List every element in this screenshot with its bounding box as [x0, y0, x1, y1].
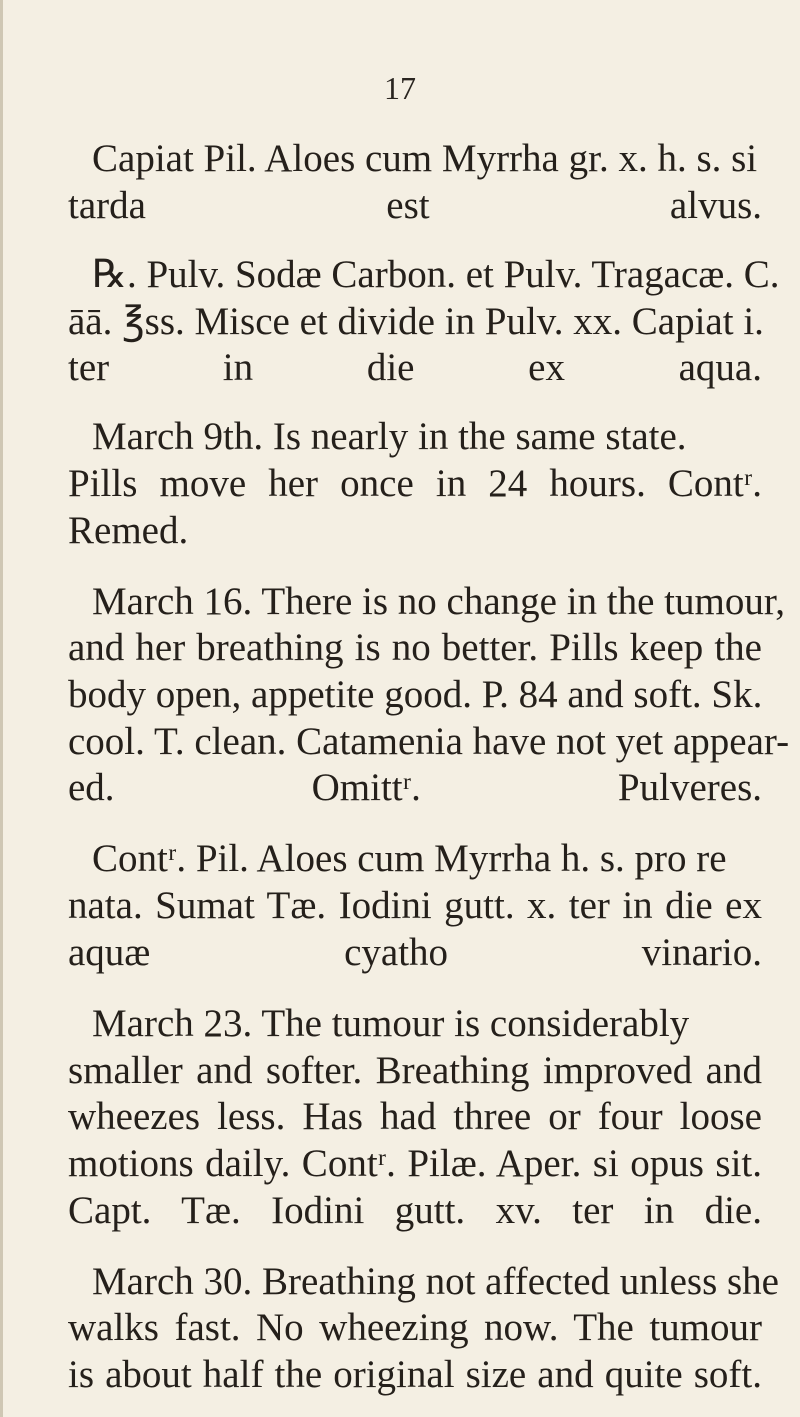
text-line: wheezes less. Has had three or four loose — [68, 1095, 762, 1139]
text-line: March 30. Breathing not affected unless she — [92, 1259, 779, 1303]
text-line: cool. T. clean. Catamenia have not yet appear- — [68, 719, 790, 763]
text-line: ter in die ex aqua. — [68, 346, 762, 390]
text-line: Remed. — [68, 508, 189, 552]
page-binding-edge — [0, 0, 3, 1417]
text-line: walks fast. No wheezing now. The tumour — [68, 1306, 762, 1350]
text-line: tarda est alvus. — [68, 183, 762, 227]
text-line: Capiat Pil. Aloes cum Myrrha gr. x. h. s. si — [92, 137, 758, 180]
page-number: 17 — [384, 70, 416, 106]
text-line: nata. Sumat Tæ. Iodini gutt. x. ter in die ex — [68, 884, 762, 928]
text-line: ℞. Pulv. Sodæ Carbon. et Pulv. Tragacæ. C. — [92, 252, 780, 296]
text-line: and her breathing is no better. Pills keep the — [68, 626, 762, 670]
text-line: is about half the original size and quite soft. — [68, 1353, 762, 1396]
text-line: motions daily. Contʳ. Pilæ. Aper. si opus sit. — [68, 1141, 762, 1185]
text-line: March 23. The tumour is considerably — [92, 1001, 690, 1045]
text-line: Capt. Tæ. Iodini gutt. xv. ter in die. — [68, 1188, 762, 1232]
text-line: Pills move her once in 24 hours. Contʳ. — [68, 462, 762, 505]
text-line: smaller and softer. Breathing improved and — [68, 1048, 762, 1092]
text-line: March 16. There is no change in the tumour, — [92, 579, 786, 623]
text-line: March 9th. Is nearly in the same state. — [92, 415, 687, 459]
text-line: body open, appetite good. P. 84 and soft. Sk. — [68, 673, 763, 717]
text-line: aquæ cyatho vinario. — [68, 930, 762, 974]
text-line: Contʳ. Pil. Aloes cum Myrrha h. s. pro re — [92, 837, 727, 881]
text-line: ed. Omittʳ. Pulveres. — [68, 766, 762, 810]
text-line: āā. ℥ss. Misce et divide in Pulv. xx. Capiat i. — [68, 299, 764, 343]
